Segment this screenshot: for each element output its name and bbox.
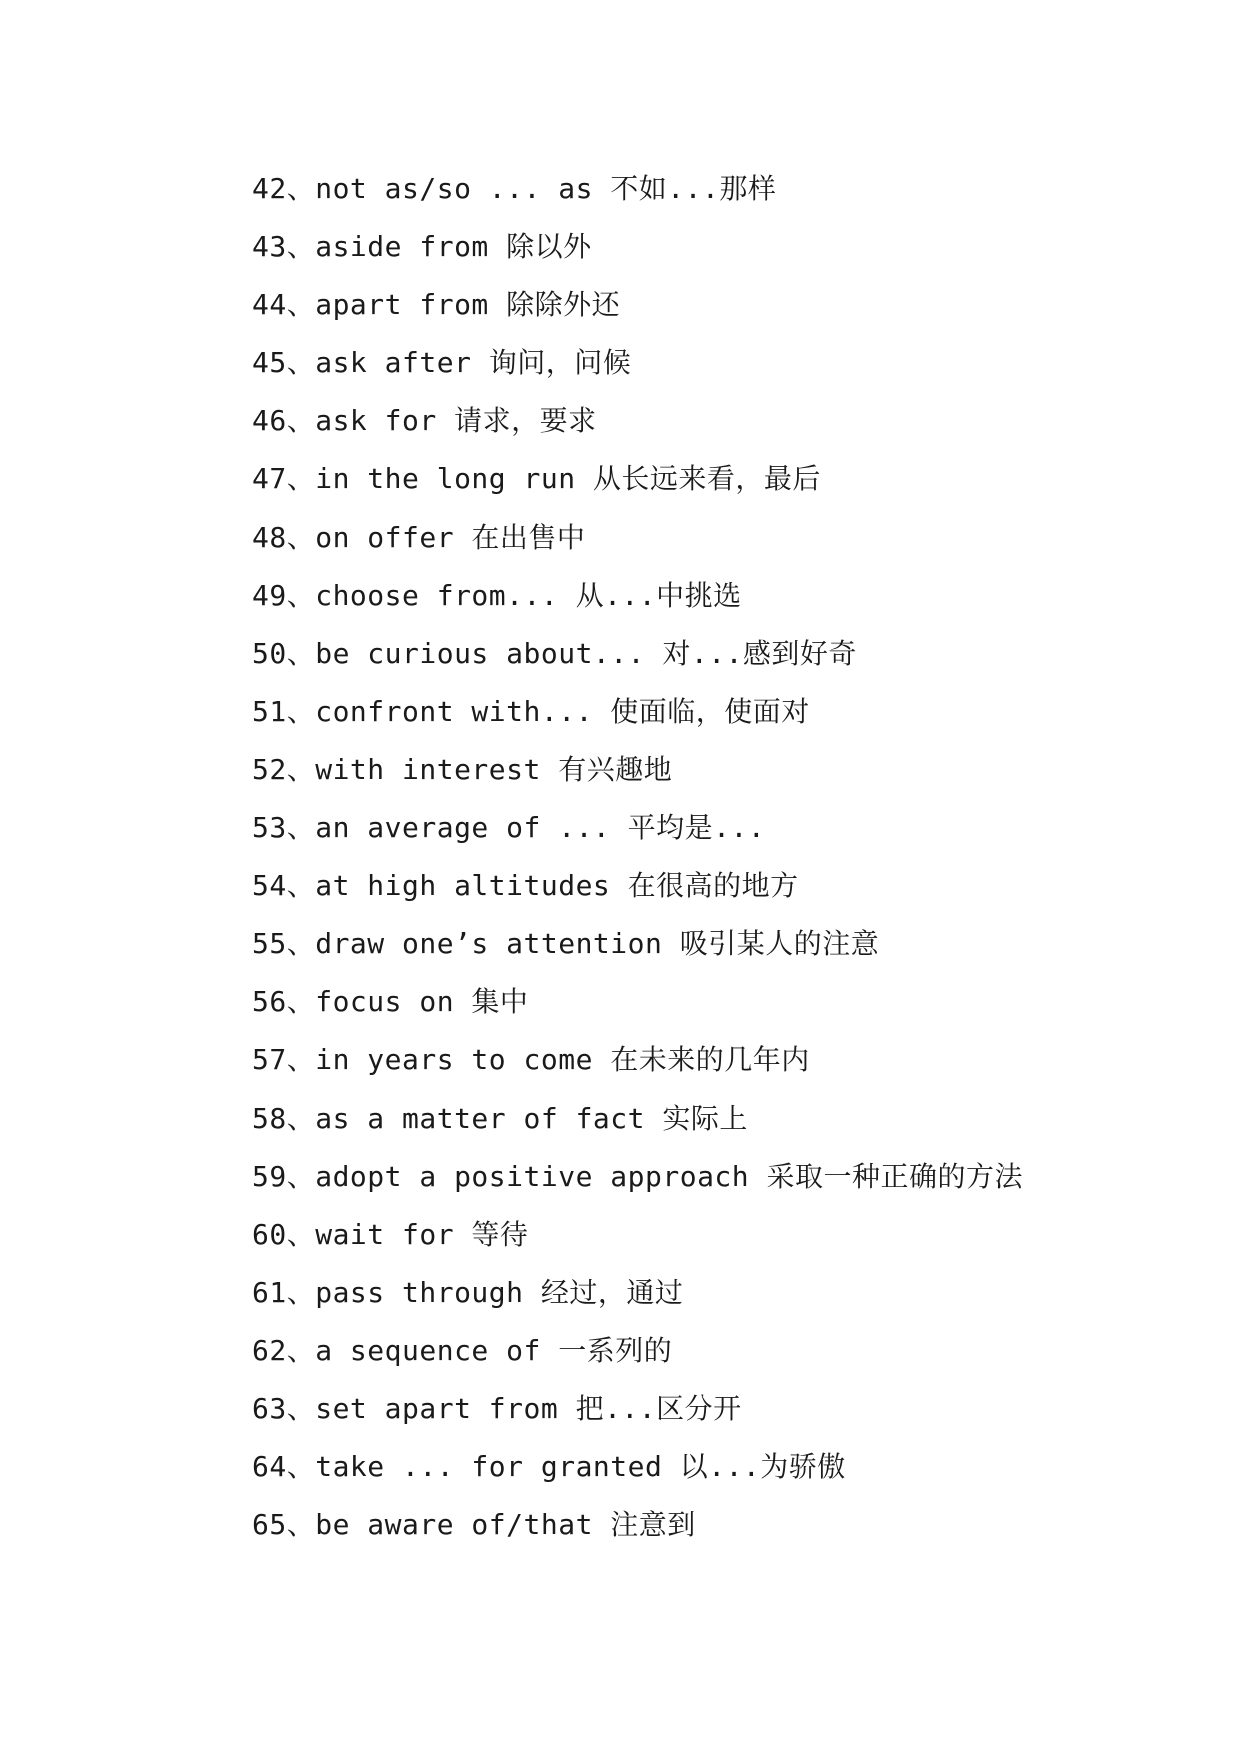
phrase-item: 45、ask after 询问，问候 — [252, 346, 632, 380]
phrase-item: 58、as a matter of fact 实际上 — [252, 1101, 748, 1135]
phrase-item: 56、focus on 集中 — [252, 985, 529, 1019]
phrase-item: 54、at high altitudes 在很高的地方 — [252, 869, 799, 903]
phrase-item: 55、draw one’s attention 吸引某人的注意 — [252, 927, 880, 961]
phrase-item: 42、not as/so ... as 不如...那样 — [252, 172, 777, 205]
phrase-item: 60、wait for 等待 — [252, 1217, 529, 1251]
phrase-list — [252, 160, 1023, 1554]
phrase-item: 44、apart from 除除外还 — [252, 288, 621, 322]
phrase-item: 50、be curious about... 对...感到好奇 — [252, 636, 857, 670]
phrase-item: 62、a sequence of 一系列的 — [252, 1333, 673, 1367]
phrase-item: 48、on offer 在出售中 — [252, 520, 586, 554]
phrase-item: 46、ask for 请求，要求 — [252, 404, 597, 438]
phrase-item: 43、aside from 除以外 — [252, 230, 592, 264]
phrase-item: 63、set apart from 把...区分开 — [252, 1391, 742, 1425]
phrase-item: 65、be aware of/that 注意到 — [252, 1508, 696, 1542]
phrase-item: 47、in the long run 从长远来看，最后 — [252, 462, 821, 496]
phrase-item: 52、with interest 有兴趣地 — [252, 752, 673, 786]
phrase-item: 53、an average of ... 平均是... — [252, 811, 766, 845]
phrase-item: 61、pass through 经过，通过 — [252, 1275, 684, 1309]
phrase-item: 57、in years to come 在未来的几年内 — [252, 1043, 810, 1077]
phrase-item: 51、confront with... 使面临，使面对 — [252, 694, 810, 728]
phrase-item: 49、choose from... 从...中挑选 — [252, 578, 742, 612]
phrase-item: 64、take ... for granted 以...为骄傲 — [252, 1450, 846, 1484]
phrase-item: 59、adopt a positive approach 采取一种正确的方法 — [252, 1159, 1024, 1193]
